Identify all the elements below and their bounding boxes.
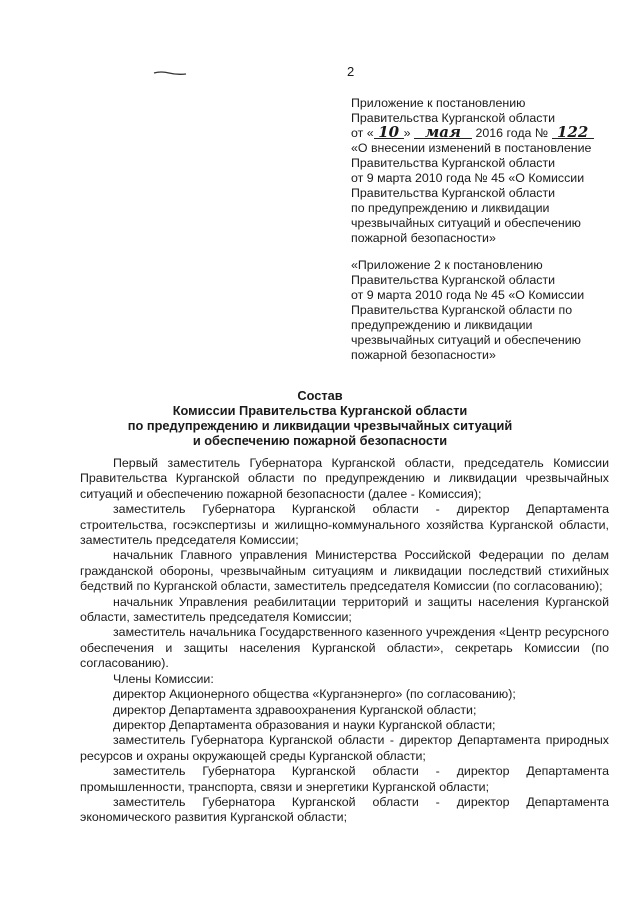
appendix-reference-2 (351, 258, 621, 363)
paragraph: заместитель Губернатора Курганской области - директор Департамента строительства, госэкспертизы и жилищно-коммунального хозяйства Курганской области, заместитель председателя Комиссии; (80, 502, 609, 548)
commission-members-list (80, 456, 609, 826)
heading-line: и обеспечению пожарной безопасности (192, 433, 448, 448)
heading-line: Состав (297, 388, 343, 403)
pen-mark (153, 70, 187, 76)
paragraph: Первый заместитель Губернатора Курганской области, председатель Комиссии Правительства Курганской области по предупреждению и ликвидации чрезвычайных ситуаций и обеспечению пожарной безопасности (далее - Комиссия); (80, 456, 609, 501)
handwritten-doc-number: 122 (552, 126, 594, 139)
paragraph: директор Департамента здравоохранения Курганской области; (113, 702, 477, 717)
paragraph: начальник Главного управления Министерства Российской Федерации по делам гражданской обороны, чрезвычайным ситуациям и ликвидации последствий стихийных бедствий по Курганской области, заместитель председателя Комиссии (по согласованию); (80, 548, 609, 594)
appendix-2-line: от 9 марта 2010 года № 45 «О Комиссии (351, 288, 585, 302)
heading-line: по предупреждению и ликвидации чрезвычайных ситуаций (127, 418, 513, 433)
appendix-1-line: Приложение к постановлению (351, 96, 526, 110)
appendix-1-title-line: по предупреждению и ликвидации (351, 201, 550, 215)
paragraph: заместитель Губернатора Курганской области - директор Департамента промышленности, транспорта, связи и энергетики Курганской области; (80, 764, 609, 794)
appendix-2-line: предупреждению и ликвидации (351, 318, 533, 332)
paragraph: Члены Комиссии: (113, 671, 214, 686)
appendix-2-line: Правительства Курганской области (351, 273, 556, 287)
date-prefix: от « (351, 126, 374, 140)
paragraph: начальник Управления реабилитации территорий и защиты населения Курганской области, заместитель председателя Комиссии; (80, 594, 609, 625)
date-year-part: 2016 года № (475, 126, 549, 140)
paragraph: заместитель Губернатора Курганской области - директор Департамента экономического развития Курганской области; (80, 794, 609, 825)
date-mid: » (403, 126, 411, 140)
appendix-1-title-line: пожарной безопасности» (351, 231, 496, 245)
paragraph: заместитель начальника Государственного казенного учреждения «Центр ресурсного обеспечения и защиты населения Курганской области», секретарь Комиссии (по согласованию). (80, 625, 609, 671)
appendix-1-title-line: Правительства Курганской области (351, 156, 556, 170)
appendix-1-line: Правительства Курганской области (351, 111, 556, 125)
paragraph: директор Департамента образования и науки Курганской области; (113, 717, 496, 732)
heading-line: Комиссии Правительства Курганской области (172, 403, 468, 418)
appendix-2-line: Правительства Курганской области по (351, 303, 573, 317)
appendix-2-line: «Приложение 2 к постановлению (351, 258, 543, 272)
appendix-2-line: пожарной безопасности» (351, 348, 496, 362)
appendix-1-title-line: «О внесении изменений в постановление (351, 141, 592, 155)
document-heading (40, 388, 600, 448)
appendix-1-title-line: от 9 марта 2010 года № 45 «О Комиссии (351, 171, 585, 185)
paragraph: директор Акционерного общества «Курганэнерго» (по согласованию); (113, 687, 516, 702)
appendix-1-title-line: Правительства Курганской области (351, 186, 556, 200)
appendix-2-line: чрезвычайных ситуаций и обеспечению (351, 333, 581, 347)
appendix-1-date-line (351, 123, 621, 141)
page-number: 2 (347, 64, 355, 79)
appendix-1-title-line: чрезвычайных ситуаций и обеспечению (351, 216, 581, 230)
appendix-reference-1 (351, 96, 621, 246)
handwritten-month: мая (414, 126, 472, 139)
handwritten-day: 10 (374, 126, 404, 139)
paragraph: заместитель Губернатора Курганской области - директор Департамента природных ресурсов и охраны окружающей среды Курганской области; (80, 733, 609, 763)
